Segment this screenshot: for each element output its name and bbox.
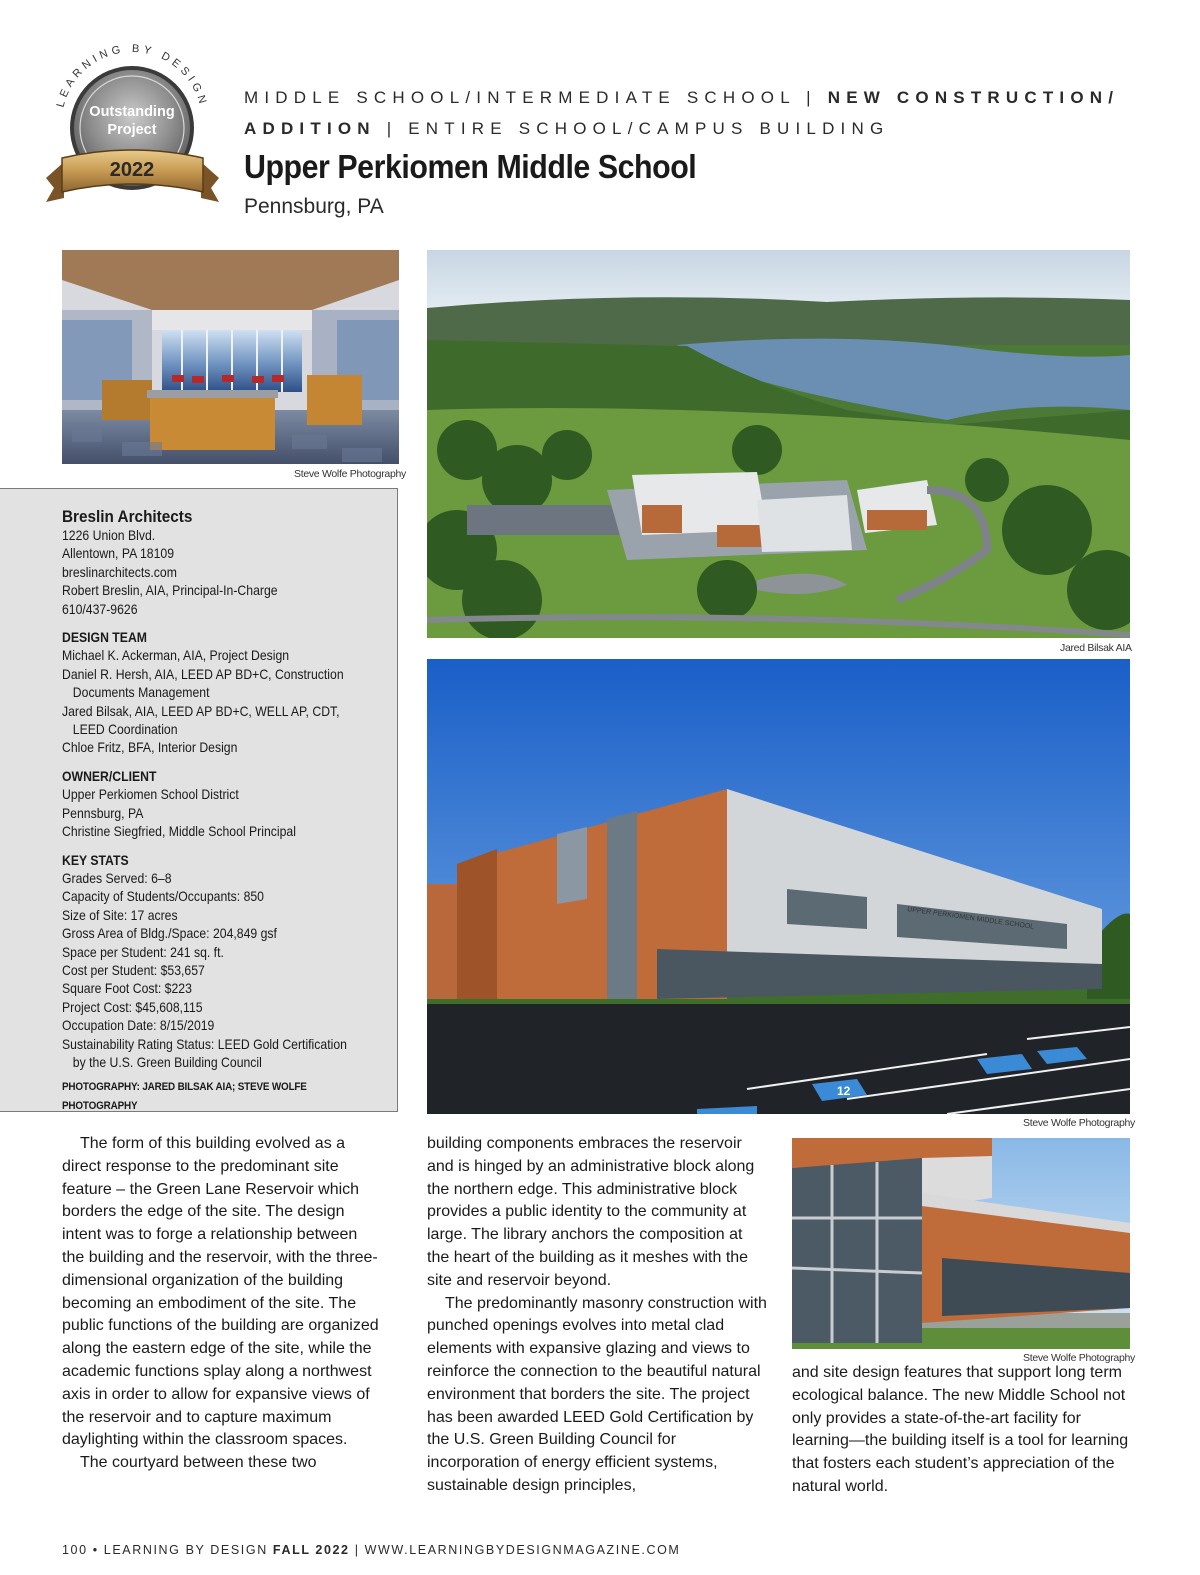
- stat-site-size: Size of Site: 17 acres: [62, 907, 178, 923]
- firm-city-line: Allentown, PA 18109: [62, 546, 175, 562]
- design-team-heading: DESIGN TEAM: [62, 630, 147, 646]
- body-column-3: [792, 1362, 1137, 1499]
- design-team-member: Chloe Fritz, BFA, Interior Design: [62, 740, 238, 756]
- stat-project-cost: Project Cost: $45,608,115: [62, 999, 203, 1015]
- magazine-url[interactable]: WWW.LEARNINGBYDESIGNMAGAZINE.COM: [364, 1543, 681, 1557]
- owner-heading: OWNER/CLIENT: [62, 768, 157, 784]
- library-photo-credit: Steve Wolfe Photography: [294, 468, 406, 480]
- body-paragraph: The courtyard between these two: [80, 1454, 317, 1472]
- body-column-2: [427, 1133, 767, 1498]
- body-paragraph: The predominantly masonry construction with punched openings evolves into metal clad elements with expansive glazing and views to reinforce the connection to the beautiful natural environment that borders the site. The project has been awarded LEED Gold Certification by the U.S. Green Building Council for incorporation of energy efficient systems, sustainable design principles,: [427, 1294, 767, 1494]
- firm-principal: Robert Breslin, AIA, Principal-In-Charge: [62, 583, 278, 599]
- page-number: 100: [62, 1543, 88, 1557]
- body-paragraph: and site design features that support long term ecological balance. The new Middle School not only provides a state-of-the-art facility for learning—the building itself is a tool for learning that fosters each student’s appreciation of the natural world.: [792, 1364, 1129, 1495]
- category-type-1: NEW CONSTRUCTION/: [827, 88, 1120, 107]
- owner-line: Christine Siegfried, Middle School Principal: [62, 824, 296, 840]
- firm-name: Breslin Architects: [62, 507, 193, 526]
- entry-photo-credit: Steve Wolfe Photography: [1023, 1352, 1135, 1364]
- badge-year: 2022: [109, 159, 155, 181]
- design-team-member: Jared Bilsak, AIA, LEED AP BD+C, WELL AP, CDT, LEED Coordination: [62, 703, 340, 738]
- issue-label: FALL 2022: [272, 1543, 350, 1557]
- firm-address-line: 1226 Union Blvd.: [62, 528, 156, 543]
- badge-arc-text: LEARNING BY DESIGN: [54, 42, 210, 109]
- owner-line: Upper Perkiomen School District: [62, 787, 239, 803]
- design-team-member: Michael K. Ackerman, AIA, Project Design: [62, 648, 290, 664]
- library-interior-photo: [62, 250, 399, 464]
- category-line-1: [244, 88, 1119, 108]
- stat-gross-area: Gross Area of Bldg./Space: 204,849 gsf: [62, 926, 277, 942]
- stat-square-foot-cost: Square Foot Cost: $223: [62, 981, 192, 997]
- building-exterior-photo: [427, 659, 1130, 1114]
- category-primary: MIDDLE SCHOOL/INTERMEDIATE SCHOOL |: [244, 88, 817, 107]
- footer-bullet: •: [92, 1543, 99, 1557]
- entry-detail-photo: [792, 1138, 1130, 1349]
- aerial-photo-credit: Jared Bilsak AIA: [1060, 642, 1132, 654]
- photography-credit: PHOTOGRAPHY: JARED BILSAK AIA; STEVE WOLFE PHOTOGRAPHY: [62, 1081, 307, 1112]
- outstanding-project-badge: [40, 30, 225, 215]
- owner-line: Pennsburg, PA: [62, 805, 144, 821]
- category-type-2: ADDITION: [244, 119, 376, 138]
- body-column-1: [62, 1133, 382, 1475]
- project-info-box: [0, 488, 398, 1112]
- stat-space-per-student: Space per Student: 241 sq. ft.: [62, 944, 224, 960]
- magazine-name: LEARNING BY DESIGN: [103, 1543, 268, 1557]
- design-team-member: Daniel R. Hersh, AIA, LEED AP BD+C, Construction Documents Management: [62, 666, 344, 701]
- body-paragraph: building components embraces the reservoir and is hinged by an administrative block along the northern edge. This administrative block provides a public identity to the community at large. The library anchors the composition at the heart of the building as it meshes with the site and reservoir beyond.: [427, 1135, 755, 1289]
- category-scope: | ENTIRE SCHOOL/CAMPUS BUILDING: [386, 119, 890, 138]
- category-line-2: [244, 119, 889, 139]
- page-footer: [62, 1543, 680, 1557]
- project-location: Pennsburg, PA: [244, 195, 384, 218]
- page-title: Upper Perkiomen Middle School: [244, 148, 697, 185]
- stat-occupation-date: Occupation Date: 8/15/2019: [62, 1018, 215, 1034]
- exterior-photo-credit: Steve Wolfe Photography: [1023, 1117, 1135, 1129]
- firm-website: breslinarchitects.com: [62, 564, 177, 580]
- badge-line2: Project: [107, 122, 157, 138]
- key-stats-heading: KEY STATS: [62, 852, 129, 868]
- firm-phone: 610/437-9626: [62, 601, 138, 617]
- stat-capacity: Capacity of Students/Occupants: 850: [62, 889, 264, 905]
- badge-line1: Outstanding: [89, 104, 175, 120]
- stat-grades: Grades Served: 6–8: [62, 870, 172, 886]
- footer-separator: |: [354, 1543, 360, 1557]
- aerial-campus-photo: [427, 250, 1130, 638]
- body-paragraph: The form of this building evolved as a direct response to the predominant site feature – the Green Lane Reservoir which borders the edge of the site. The design intent was to forge a relationship between the building and the reservoir, with the three-dimensional organization of the building becoming an embodiment of the site. The public functions of the building are organized along the eastern edge of the site, while the academic functions splay along a northwest axis in order to allow for expansive views of the reservoir and to capture maximum daylighting within the classroom spaces.: [62, 1135, 379, 1449]
- building-sign: UPPER PERKIOMEN MIDDLE SCHOOL: [906, 906, 1035, 931]
- parking-number: 12: [837, 1084, 851, 1098]
- stat-sustainability: Sustainability Rating Status: LEED Gold Certification by the U.S. Green Building Council: [62, 1036, 347, 1070]
- stat-cost-per-student: Cost per Student: $53,657: [62, 962, 205, 978]
